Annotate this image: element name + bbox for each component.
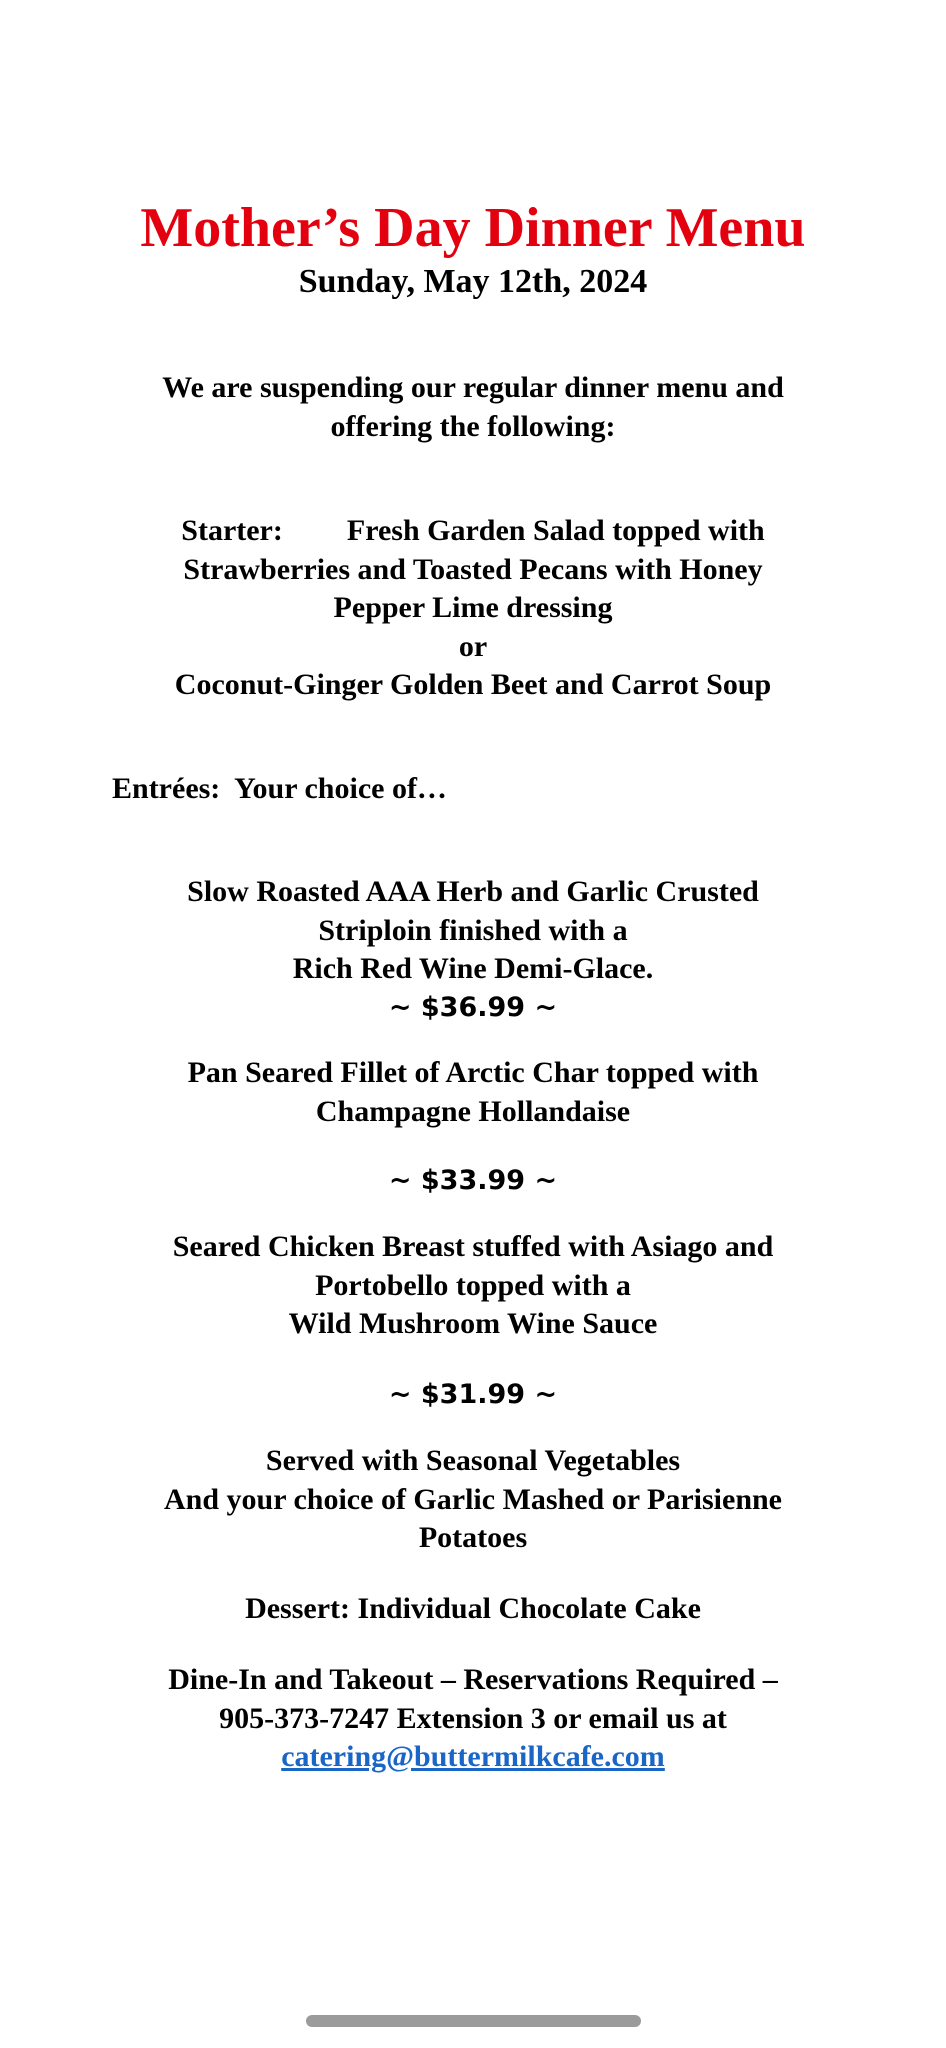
entree-line: Champagne Hollandaise (315, 1094, 631, 1128)
intro-line-1: We are suspending our regular dinner menu and (162, 371, 784, 404)
email-link[interactable]: catering@buttermilkcafe.com (281, 1740, 665, 1773)
entrees-heading: Entrées: Your choice of… (112, 772, 447, 805)
sides-line-1: Served with Seasonal Vegetables (265, 1444, 681, 1477)
intro-line-2: offering the following: (330, 409, 616, 443)
entree-line: Slow Roasted AAA Herb and Garlic Crusted (187, 875, 759, 908)
entree-line: Wild Mushroom Wine Sauce (288, 1307, 658, 1340)
event-date: Sunday, May 12th, 2024 (298, 263, 648, 300)
entree-line: Pan Seared Fillet of Arctic Char topped with (187, 1056, 759, 1089)
page-title: Mother’s Day Dinner Menu (140, 197, 806, 259)
starter-section (0, 512, 946, 705)
entree-arctic-char (0, 1054, 946, 1131)
starter-line-1 (0, 512, 946, 551)
starter-soup: Coconut-Ginger Golden Beet and Carrot Soup (174, 668, 772, 701)
intro-text (0, 369, 946, 446)
entree-line: Portobello topped with a (315, 1268, 631, 1302)
entree-chicken (0, 1228, 946, 1344)
sides-line-2: And your choice of Garlic Mashed or Parisienne (163, 1482, 783, 1516)
entree-line: Striploin finished with a (318, 913, 628, 947)
starter-line-3: Pepper Lime dressing (333, 591, 613, 624)
starter-or: or (458, 629, 488, 663)
contact-section (0, 1661, 946, 1777)
entree-price: ~ $36.99 ~ (388, 992, 558, 1023)
starter-salad-title: Fresh Garden Salad topped with (346, 514, 765, 547)
starter-line-2: Strawberries and Toasted Pecans with Honey (183, 552, 763, 586)
home-indicator[interactable] (306, 2015, 641, 2027)
entree-line: Rich Red Wine Demi-Glace. (292, 952, 654, 985)
sides-section (0, 1442, 946, 1558)
sides-line-3: Potatoes (418, 1521, 528, 1554)
dessert-line: Dessert: Individual Chocolate Cake (245, 1592, 701, 1625)
contact-line-2: 905-373-7247 Extension 3 or email us at (219, 1701, 727, 1735)
entree-price: ~ $31.99 ~ (388, 1379, 558, 1410)
contact-line-1: Dine-In and Takeout – Reservations Required – (168, 1663, 778, 1696)
starter-label: Starter: (181, 514, 283, 547)
entree-striploin (0, 873, 946, 989)
entree-price: ~ $33.99 ~ (388, 1165, 558, 1196)
entree-line: Seared Chicken Breast stuffed with Asiago and (172, 1230, 774, 1263)
